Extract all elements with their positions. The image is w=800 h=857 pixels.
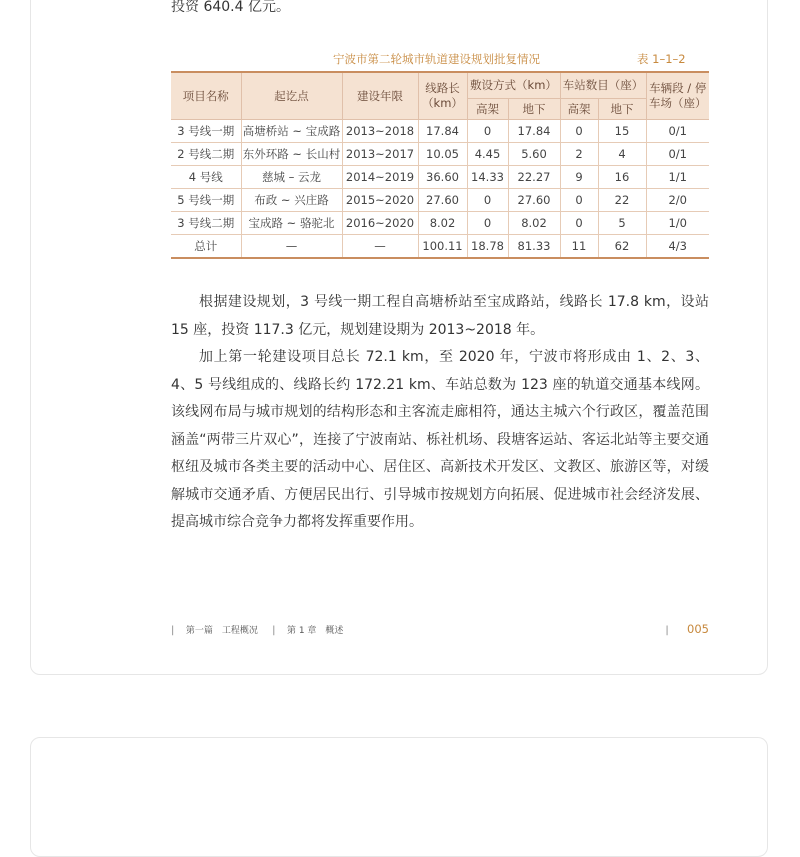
table-cell: 慈城 – 云龙 bbox=[241, 166, 342, 189]
table-row bbox=[171, 189, 709, 212]
header-length: 线路长（km） bbox=[418, 72, 467, 120]
footer-divider: | bbox=[171, 625, 175, 636]
table-cell: 0 bbox=[560, 189, 598, 212]
page-footer bbox=[171, 623, 709, 637]
table-cell: 总计 bbox=[171, 235, 241, 259]
table-cell: 17.84 bbox=[418, 120, 467, 143]
table-cell: 10.05 bbox=[418, 143, 467, 166]
table-cell: 0/1 bbox=[646, 120, 709, 143]
page-number: 005 bbox=[687, 622, 709, 636]
table-row bbox=[171, 166, 709, 189]
header-depot: 车辆段 / 停车场（座） bbox=[646, 72, 709, 120]
header-laying: 敷设方式（km） bbox=[467, 72, 560, 99]
table-cell: 2013~2018 bbox=[342, 120, 418, 143]
footer-chapter: 第 1 章 概述 bbox=[286, 626, 344, 636]
table-cell: 11 bbox=[560, 235, 598, 259]
table-cell: 4 bbox=[598, 143, 646, 166]
table-cell: 0 bbox=[467, 189, 508, 212]
table-cell: 8.02 bbox=[508, 212, 560, 235]
table-cell: 2 bbox=[560, 143, 598, 166]
table-cell: 2015~2020 bbox=[342, 189, 418, 212]
paragraph-2 bbox=[171, 344, 709, 537]
table-cell: 62 bbox=[598, 235, 646, 259]
table-number: 表 1–1–2 bbox=[637, 52, 686, 66]
table-cell: 4 号线 bbox=[171, 166, 241, 189]
table-cell: 布政 ~ 兴庄路 bbox=[241, 189, 342, 212]
table-cell: 1/0 bbox=[646, 212, 709, 235]
table-cell: 4.45 bbox=[467, 143, 508, 166]
table-cell: 5 bbox=[598, 212, 646, 235]
table-cell: 2013~2017 bbox=[342, 143, 418, 166]
paragraph-1-text: 根据建设规划，3 号线一期工程自高塘桥站至宝成路站，线路长 17.8 km，设站 15 座，投资 117.3 亿元，规划建设期为 2013~2018 年。 bbox=[171, 294, 709, 338]
table-cell: 5.60 bbox=[508, 143, 560, 166]
table-cell: 0 bbox=[467, 120, 508, 143]
table-cell: 18.78 bbox=[467, 235, 508, 259]
table-caption: 宁波市第二轮城市轨道建设规划批复情况 bbox=[333, 52, 540, 66]
table-cell: 0/1 bbox=[646, 143, 709, 166]
table-cell: 17.84 bbox=[508, 120, 560, 143]
table-cell: 2 号线二期 bbox=[171, 143, 241, 166]
table-cell: 8.02 bbox=[418, 212, 467, 235]
header-laying-underground: 地下 bbox=[508, 99, 560, 120]
plan-table bbox=[171, 71, 709, 259]
table-cell: 15 bbox=[598, 120, 646, 143]
table-cell: 0 bbox=[560, 212, 598, 235]
table-row bbox=[171, 212, 709, 235]
table-cell: 16 bbox=[598, 166, 646, 189]
table-cell: 27.60 bbox=[508, 189, 560, 212]
table-cell: 27.60 bbox=[418, 189, 467, 212]
table-cell: 宝成路 ~ 骆驼北 bbox=[241, 212, 342, 235]
table-row bbox=[171, 143, 709, 166]
table-cell: 3 号线二期 bbox=[171, 212, 241, 235]
footer-part: 第一篇 工程概况 bbox=[185, 626, 258, 636]
table-row bbox=[171, 235, 709, 259]
table-row bbox=[171, 120, 709, 143]
header-stations: 起讫点 bbox=[241, 72, 342, 120]
table-cell: 100.11 bbox=[418, 235, 467, 259]
table-cell: 22 bbox=[598, 189, 646, 212]
table-cell: 2/0 bbox=[646, 189, 709, 212]
paragraph-1 bbox=[171, 289, 709, 344]
header-station-count: 车站数目（座） bbox=[560, 72, 646, 99]
table-cell: 4/3 bbox=[646, 235, 709, 259]
table-cell: 22.27 bbox=[508, 166, 560, 189]
table-cell: 14.33 bbox=[467, 166, 508, 189]
table-cell: — bbox=[342, 235, 418, 259]
header-project: 项目名称 bbox=[171, 72, 241, 120]
header-station-elevated: 高架 bbox=[560, 99, 598, 120]
table-cell: 东外环路 ~ 长山村 bbox=[241, 143, 342, 166]
next-page-card bbox=[30, 737, 768, 857]
table-cell: 2016~2020 bbox=[342, 212, 418, 235]
table-cell: 2014~2019 bbox=[342, 166, 418, 189]
paragraph-2-text: 加上第一轮建设项目总长 72.1 km，至 2020 年，宁波市将形成由 1、2、3、4、5 号线组成的、线路长约 172.21 km、车站总数为 123 座的轨道交通基本线网。该线网布局与城市规划的结构形态和主客流走廊相符，通达主城六个行政区，覆盖范围涵盖“两带三片双心”，连接了宁波南站、栎社机场、段塘客运站、客运北站等主要交通枢纽及城市各类主要的活动中心、居住区、高新技术开发区、文教区、旅游区等，对缓解城市交通矛盾、方便居民出行、引导城市按规划方向拓展、促进城市社会经济发展、提高城市综合竞争力都将发挥重要作用。 bbox=[171, 349, 709, 530]
header-station-underground: 地下 bbox=[598, 99, 646, 120]
table-cell: — bbox=[241, 235, 342, 259]
header-years: 建设年限 bbox=[342, 72, 418, 120]
footer-divider: | bbox=[665, 625, 669, 636]
table-cell: 高塘桥站 ~ 宝成路 bbox=[241, 120, 342, 143]
footer-divider: | bbox=[272, 625, 276, 636]
previous-paragraph-end: 投资 640.4 亿元。 bbox=[171, 0, 290, 15]
table-cell: 1/1 bbox=[646, 166, 709, 189]
table-cell: 9 bbox=[560, 166, 598, 189]
header-laying-elevated: 高架 bbox=[467, 99, 508, 120]
table-cell: 5 号线一期 bbox=[171, 189, 241, 212]
table-cell: 3 号线一期 bbox=[171, 120, 241, 143]
table-cell: 36.60 bbox=[418, 166, 467, 189]
table-cell: 0 bbox=[467, 212, 508, 235]
table-cell: 0 bbox=[560, 120, 598, 143]
table-cell: 81.33 bbox=[508, 235, 560, 259]
